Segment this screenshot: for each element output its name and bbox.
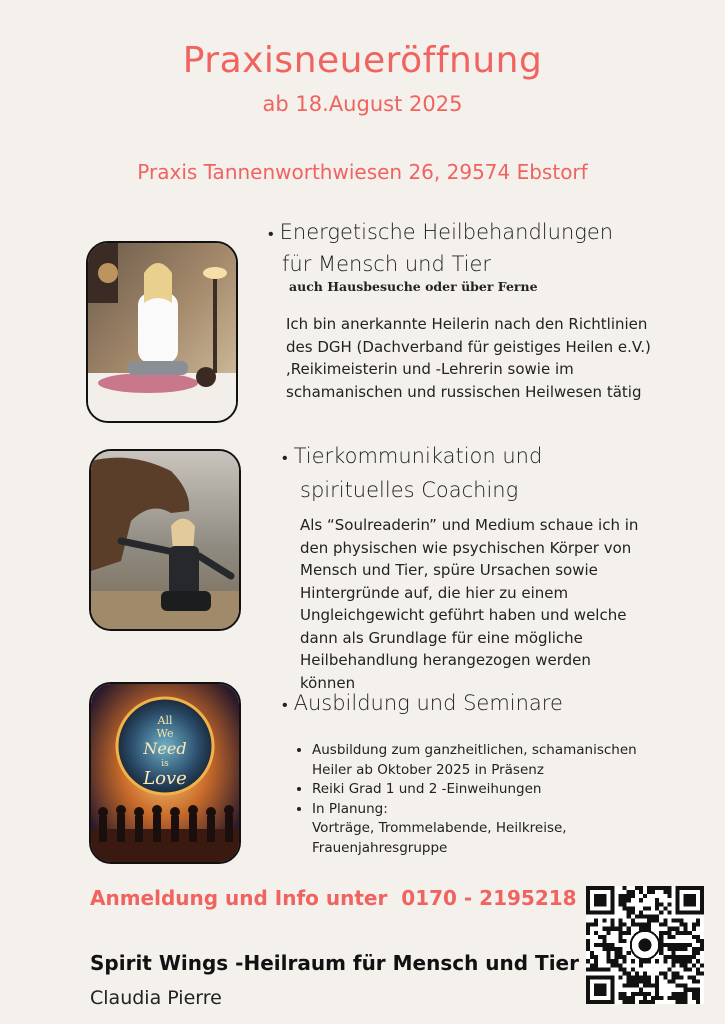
practice-address: Praxis Tannenworthwiesen 26, 29574 Ebstorf [137,160,588,184]
seminar-photo [89,682,241,864]
qr-code-icon[interactable] [586,886,704,1004]
page-title: Praxisneueröffnung [182,40,543,81]
section-heading-line: Energetische Heilbehandlungen [279,220,614,244]
seminar-list [294,741,664,858]
brand-name: Spirit Wings -Heilraum für Mensch und Tier [90,951,579,975]
image-text-all: All [157,714,173,727]
section-animal-heading [282,440,682,506]
section-seminar-heading [282,688,682,720]
section-heading-line: Ausbildung und Seminare [293,691,563,715]
animal-communication-photo [89,449,241,631]
image-text-is: is [161,759,169,769]
opening-date: ab 18.August 2025 [262,92,463,116]
healing-photo [86,241,238,423]
section-animal-text: Als “Soulreaderin” und Medium schaue ich in den physischen wie psychischen Körper von Mensch und Tier, spüre Ursachen sowie Hintergründe auf, die hier zu einem Ungleichgewicht geführt haben und welche dann als Grundlage für eine mögliche Heilbehandlung herangezogen werden können [300,516,639,692]
image-text-need: Need [143,739,187,758]
list-item: • Reiki Grad 1 und 2 -Einweihungen [312,780,664,800]
section-heading-line: Tierkommunikation und [293,444,543,468]
bullet-icon: • [282,448,288,467]
section-energy-note: auch Hausbesuche oder über Ferne [289,279,538,294]
bullet-icon: • [282,695,288,714]
contact-line: Anmeldung und Info unter 0170 - 2195218 [90,886,577,910]
list-item: • Ausbildung zum ganzheitlichen, schamanischen Heiler ab Oktober 2025 in Präsenz [312,741,664,780]
bullet-icon: • [268,224,274,243]
image-text-we: We [156,727,174,740]
list-item: • In Planung: Vorträge, Trommelabende, Heilkreise, Frauenjahresgruppe [312,800,664,859]
section-energy-text: Ich bin anerkannte Heilerin nach den Richtlinien des DGH (Dachverband für geistiges Heilen e.V.) ,Reikimeisterin und -Lehrerin sowie im schamanischen und russischen Heilwesen tätig [286,315,651,401]
section-heading-line: spirituelles Coaching [300,478,519,502]
owner-name: Claudia Pierre [90,987,222,1009]
section-heading-line: für Mensch und Tier [282,252,492,276]
image-text-love: Love [143,768,187,789]
section-energy-heading [268,217,668,280]
